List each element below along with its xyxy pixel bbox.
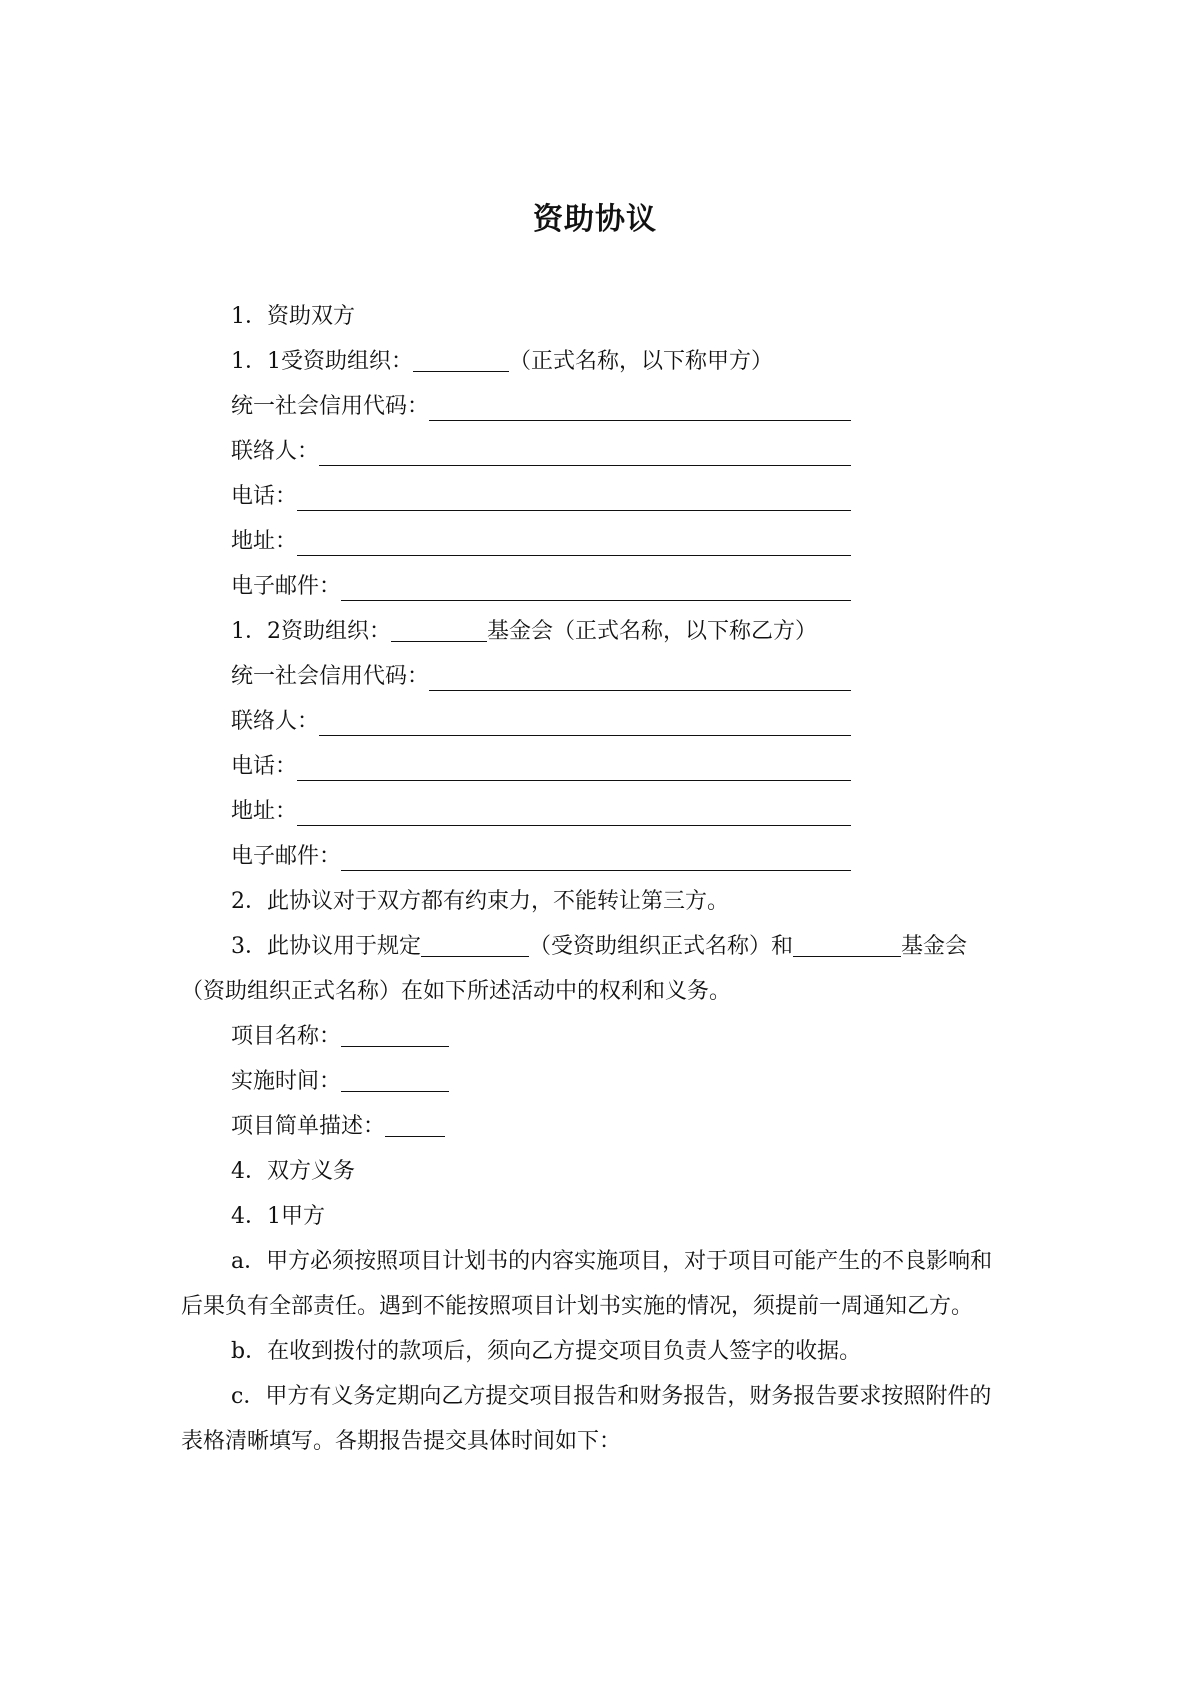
project-name-line — [181, 1014, 1011, 1059]
description-label: 项目简单描述： — [231, 1114, 386, 1139]
party-b-field — [181, 789, 1011, 834]
field-label: 电话： — [231, 484, 298, 509]
document-body — [181, 294, 1011, 1464]
section-4-1-heading: 4．1甲方 — [231, 1204, 325, 1229]
field-label: 电子邮件： — [231, 574, 342, 599]
party-b-field — [181, 744, 1011, 789]
party-a-name-blank — [413, 347, 509, 372]
party-a-field — [181, 564, 1011, 609]
section-3-part-1: 3．此协议用于规定 — [231, 934, 421, 959]
item-a: a．甲方必须按照项目计划书的内容实施项目，对于项目可能产生的不良影响和后果负有全部责任。遇到不能按照项目计划书实施的情况，须提前一周通知乙方。 — [181, 1249, 993, 1319]
section-3-part-2: （受资助组织正式名称）和 — [529, 934, 794, 959]
field-label: 电话： — [231, 754, 298, 779]
section-1-heading: 1．资助双方 — [231, 304, 355, 329]
party-a-suffix: （正式名称，以下称甲方） — [509, 349, 774, 374]
description-line — [181, 1104, 1011, 1149]
field-label: 地址： — [231, 529, 298, 554]
party-b-name-blank — [391, 617, 487, 642]
section-2: 2．此协议对于双方都有约束力，不能转让第三方。 — [231, 889, 729, 914]
grantee-name-blank — [421, 932, 529, 957]
field-blank — [297, 527, 851, 556]
field-label: 地址： — [231, 799, 298, 824]
item-b: b．在收到拨付的款项后，须向乙方提交项目负责人签字的收据。 — [231, 1339, 862, 1364]
party-b-field — [181, 834, 1011, 879]
party-b-suffix: （正式名称，以下称乙方） — [553, 619, 818, 644]
field-label: 电子邮件： — [231, 844, 342, 869]
party-b-prefix: 1．2资助组织： — [231, 619, 391, 644]
impl-time-line — [181, 1059, 1011, 1104]
party-a-line — [181, 339, 1011, 384]
foundation-name-blank — [793, 932, 901, 957]
field-blank — [429, 392, 851, 421]
section-3 — [181, 924, 1011, 1014]
impl-time-label: 实施时间： — [231, 1069, 342, 1094]
field-blank — [341, 842, 851, 871]
party-b-field — [181, 654, 1011, 699]
field-blank — [341, 572, 851, 601]
party-a-prefix: 1．1受资助组织： — [231, 349, 413, 374]
field-blank — [319, 437, 851, 466]
party-a-field — [181, 519, 1011, 564]
field-label: 联络人： — [231, 439, 320, 464]
party-a-field — [181, 384, 1011, 429]
description-blank — [385, 1112, 445, 1137]
field-blank — [429, 662, 851, 691]
field-label: 统一社会信用代码： — [231, 394, 430, 419]
section-3-part-3: 基金会（资助组织正式名称）在如下所述活动中的权利和义务。 — [181, 934, 968, 1004]
field-blank — [319, 707, 851, 736]
party-b-line — [181, 609, 1011, 654]
document-title: 资助协议 — [533, 202, 657, 237]
project-name-label: 项目名称： — [231, 1024, 342, 1049]
field-blank — [297, 797, 851, 826]
project-name-blank — [341, 1022, 449, 1047]
field-label: 联络人： — [231, 709, 320, 734]
section-4-heading: 4．双方义务 — [231, 1159, 355, 1184]
field-label: 统一社会信用代码： — [231, 664, 430, 689]
field-blank — [297, 482, 851, 511]
party-a-field — [181, 474, 1011, 519]
field-blank — [297, 752, 851, 781]
party-a-field — [181, 429, 1011, 474]
party-b-middle: 基金会 — [487, 619, 554, 644]
impl-time-blank — [341, 1067, 449, 1092]
item-c: c．甲方有义务定期向乙方提交项目报告和财务报告，财务报告要求按照附件的表格清晰填写。各期报告提交具体时间如下： — [181, 1384, 992, 1454]
party-b-field — [181, 699, 1011, 744]
